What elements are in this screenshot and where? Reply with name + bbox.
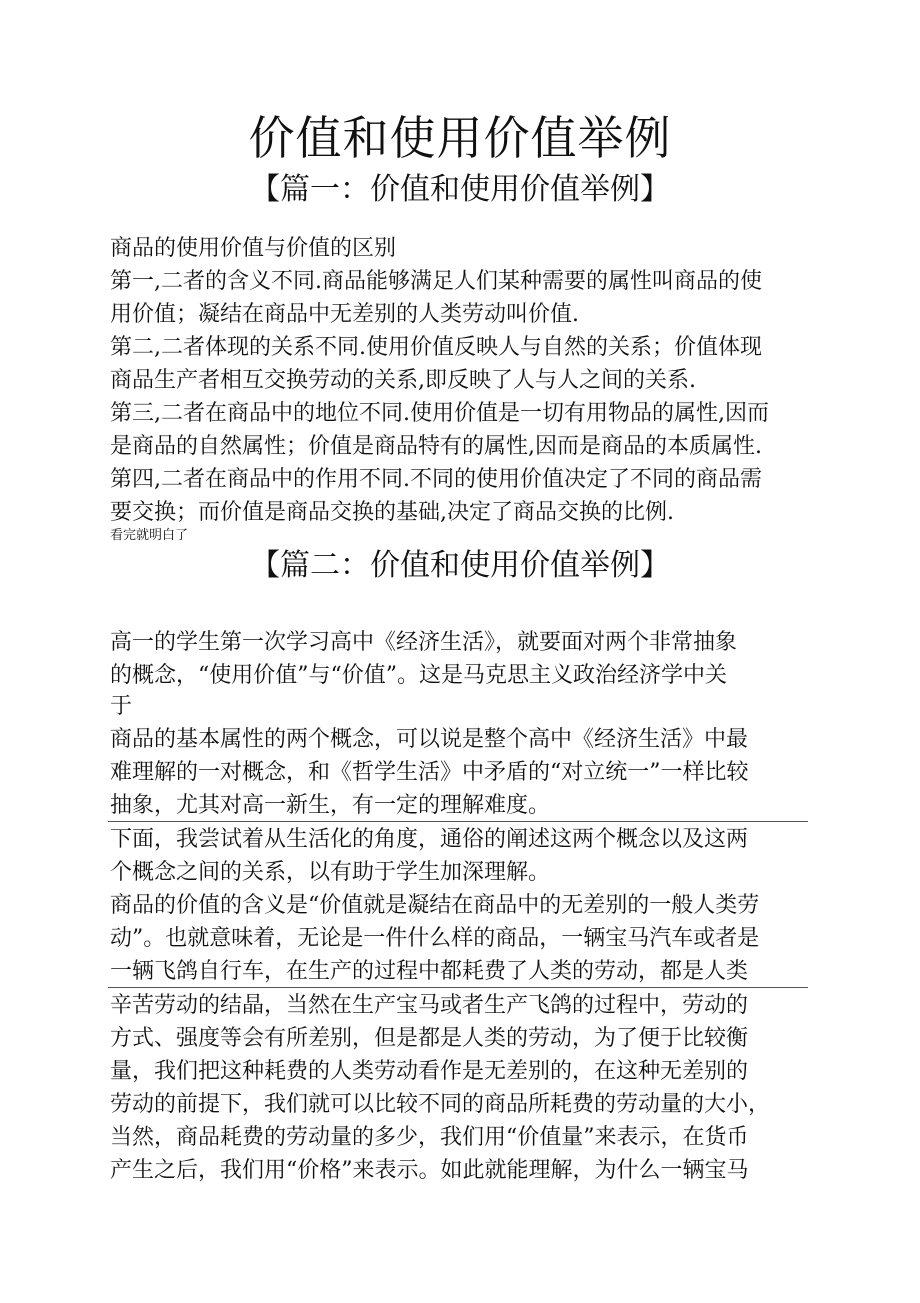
section-1-line: 是商品的自然属性；价值是商品特有的属性,因而是商品的本质属性.: [110, 434, 762, 459]
section-2-line: 的概念，“使用价值”与“价值”。这是马克思主义政治经济学中关: [110, 663, 727, 688]
section-1-line: 商品的使用价值与价值的区别: [110, 236, 397, 261]
section-1-note: 看完就明白了: [110, 528, 189, 543]
section-2-line: 于: [110, 694, 133, 719]
section-2-line: 抽象，尤其对高一新生，有一定的理解难度。: [110, 793, 551, 818]
section-2-line: 辛苦劳动的结晶，当然在生产宝马或者生产飞鸽的过程中，劳动的: [110, 993, 749, 1018]
section-1-line: 第四,二者在商品中的作用不同.不同的使用价值决定了不同的商品需: [110, 467, 762, 492]
section-2-line: 商品的基本属性的两个概念，可以说是整个高中《经济生活》中最: [110, 727, 749, 752]
section-2-line: 当然，商品耗费的劳动量的多少，我们用“价值量”来表示，在货币: [110, 1125, 749, 1150]
divider-rule: [108, 987, 808, 988]
section-2-line: 方式、强度等会有所差别，但是都是人类的劳动，为了便于比较衡: [110, 1026, 749, 1051]
section-2-line: 劳动的前提下，我们就可以比较不同的商品所耗费的劳动量的大小，: [110, 1092, 771, 1117]
section-1-line: 第二,二者体现的关系不同.使用价值反映人与自然的关系；价值体现: [110, 335, 762, 360]
section-1-line: 用价值；凝结在商品中无差别的人类劳动叫价值.: [110, 302, 579, 327]
section-2-line: 下面，我尝试着从生活化的角度，通俗的阐述这两个概念以及这两: [110, 827, 749, 852]
section-1-line: 商品生产者相互交换劳动的关系,即反映了人与人之间的关系.: [110, 368, 696, 393]
document-title: 价值和使用价值举例: [248, 111, 672, 165]
divider-rule: [108, 821, 808, 822]
section-2-line: 产生之后，我们用“价格”来表示。如此就能理解，为什么一辆宝马: [110, 1158, 749, 1183]
section-2-line: 商品的价值的含义是“价值就是凝结在商品中的无差别的一般人类劳: [110, 893, 760, 918]
section-heading-1: 【篇一：价值和使用价值举例】: [250, 172, 670, 207]
section-2-line: 动”。也就意味着，无论是一件什么样的商品，一辆宝马汽车或者是: [110, 926, 760, 951]
section-2-line: 一辆飞鸽自行车，在生产的过程中都耗费了人类的劳动，都是人类: [110, 959, 749, 984]
section-1-line: 第一,二者的含义不同.商品能够满足人们某种需要的属性叫商品的使: [110, 269, 762, 294]
section-2-line: 高一的学生第一次学习高中《经济生活》，就要面对两个非常抽象: [110, 630, 738, 655]
section-1-line: 第三,二者在商品中的地位不同.使用价值是一切有用物品的属性,因而: [110, 401, 769, 426]
section-2-line: 难理解的一对概念，和《哲学生活》中矛盾的“对立统一”一样比较: [110, 760, 749, 785]
section-1-line: 要交换；而价值是商品交换的基础,决定了商品交换的比例.: [110, 500, 674, 525]
section-2-line: 个概念之间的关系，以有助于学生加深理解。: [110, 860, 551, 885]
section-2-line: 量，我们把这种耗费的人类劳动看作是无差别的，在这种无差别的: [110, 1059, 749, 1084]
section-heading-2: 【篇二：价值和使用价值举例】: [250, 548, 670, 583]
